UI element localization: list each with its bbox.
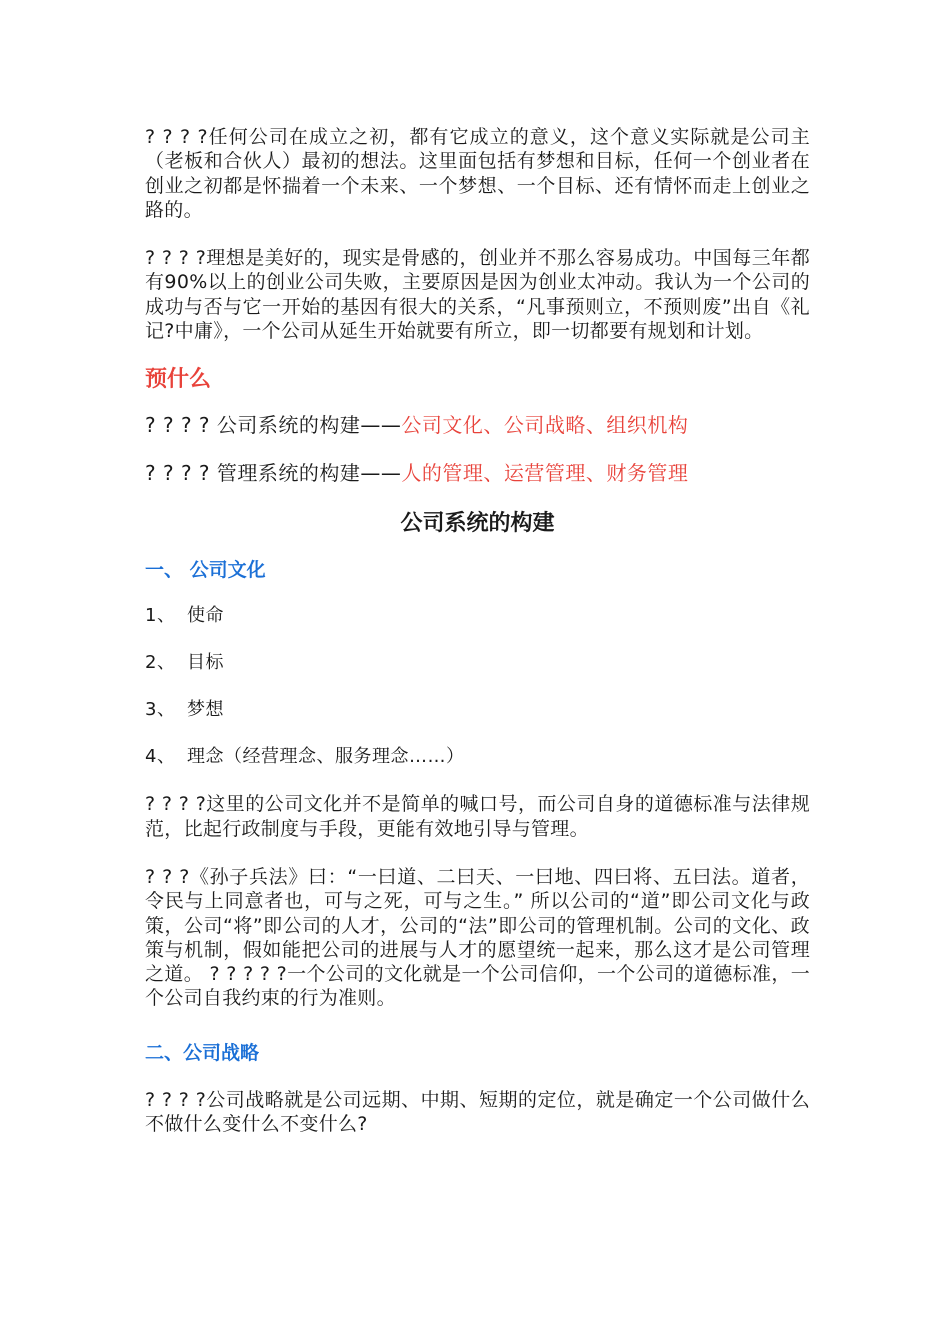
list-item-text: 使命 xyxy=(187,605,224,627)
list-item xyxy=(145,649,810,677)
management-system-highlight: 人的管理、运营管理、财务管理 xyxy=(401,461,689,486)
list-item-number: 1、 xyxy=(145,605,176,627)
list-item xyxy=(145,602,810,630)
section1-heading: 一、 公司文化 xyxy=(145,559,266,582)
list-item xyxy=(145,696,810,724)
document-page xyxy=(145,125,810,1136)
list-item-text: 理念（经营理念、服务理念……） xyxy=(187,746,465,768)
intro-paragraph-2: ? ? ? ?理想是美好的，现实是骨感的，创业并不那么容易成功。中国每三年都有90%以上的创业公司失败，主要原因是因为创业太冲动。我认为一个公司的成功与否与它一开始的基因有很大的关系，“凡事预则立，不预则废”出自《礼记?中庸》，一个公司从延生开始就要有所立，即一切都要有规划和计划。 xyxy=(145,247,810,343)
list-item xyxy=(145,743,810,771)
management-system-prefix: ? ? ? ? 管理系统的构建—— xyxy=(145,461,402,486)
intro-paragraph-1: ? ? ? ?任何公司在成立之初，都有它成立的意义，这个意义实际就是公司主（老板和合伙人）最初的想法。这里面包括有梦想和目标，任何一个创业者在创业之初都是怀揣着一个未来、一个梦想、一个目标、还有情怀而走上创业之路的。 xyxy=(145,126,810,221)
heading-what-to-plan: 预什么 xyxy=(145,367,212,393)
section2-heading: 二、公司战略 xyxy=(145,1041,260,1064)
company-system-line xyxy=(145,411,810,439)
list-item-text: 梦想 xyxy=(187,699,224,721)
company-system-prefix: ? ? ? ? 公司系统的构建—— xyxy=(145,413,402,438)
list-item-number: 3、 xyxy=(145,699,176,721)
section-title: 公司系统的构建 xyxy=(400,511,555,537)
company-system-highlight: 公司文化、公司战略、组织机构 xyxy=(401,413,689,438)
list-item-number: 4、 xyxy=(145,746,176,768)
sunzi-paragraph: ? ? ?《孙子兵法》曰：“一曰道、二曰天、一曰地、四曰将、五曰法。道者，令民与上同意者也，可与之死，可与之生。” 所以公司的“道”即公司文化与政策，公司“将”即公司的人才，公司的“法”即公司的管理机制。公司的文化、政策与机制，假如能把公司的进展与人才的愿望统一起来，那么这才是公司管理之道。 ? ? ? ? ?一个公司的文化就是一个公司信仰，一个公司的道德标准，一个公司自我约束的行为准则。 xyxy=(145,865,810,1010)
management-system-line xyxy=(145,459,810,487)
strategy-paragraph: ? ? ? ?公司战略就是公司远期、中期、短期的定位，就是确定一个公司做什么不做什么变什么不变什么? xyxy=(145,1088,810,1136)
culture-paragraph: ? ? ? ?这里的公司文化并不是简单的喊口号，而公司自身的道德标准与法律规范，比起行政制度与手段，更能有效地引导与管理。 xyxy=(145,793,810,840)
list-item-number: 2、 xyxy=(145,652,176,674)
list-item-text: 目标 xyxy=(187,652,224,674)
